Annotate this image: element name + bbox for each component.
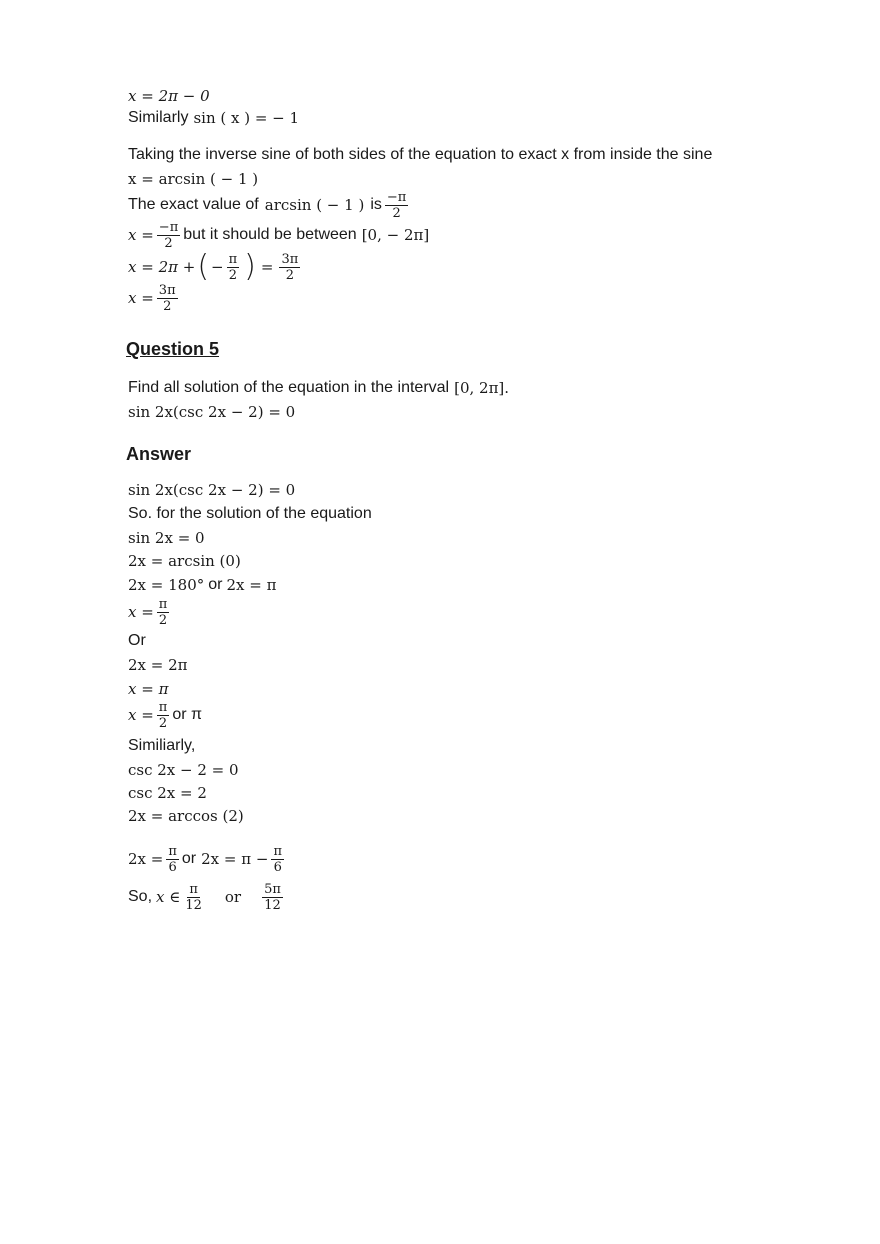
fraction (157, 220, 180, 251)
equation-line (128, 840, 287, 878)
math: [0, − 2π] (361, 226, 430, 244)
math: csc 2x = 2 (128, 784, 207, 802)
math: 2x = arcsin (0) (128, 552, 241, 570)
text: The exact value of (128, 196, 259, 213)
text: or (208, 576, 223, 593)
text: So, (128, 888, 153, 905)
math: 2x = π − (201, 850, 269, 868)
numerator: π (168, 843, 177, 859)
question-prompt (128, 378, 509, 398)
math: = (260, 258, 274, 276)
math: arcsin ( − 1 ) (264, 196, 365, 214)
question-heading: Question 5 (126, 339, 220, 359)
math: [0, 2π]. (454, 379, 510, 397)
paragraph-line (128, 504, 372, 524)
equation-line (128, 217, 429, 253)
math: x = (128, 289, 154, 307)
equation-line (128, 528, 205, 548)
equation-line (128, 806, 244, 826)
equation-line (128, 655, 188, 675)
fraction (157, 597, 170, 628)
denominator: 12 (185, 897, 202, 913)
numerator: π (228, 251, 238, 267)
math: − (211, 258, 224, 276)
math: x = (128, 706, 154, 724)
equation-line (128, 575, 276, 595)
text: but it should be between (183, 226, 357, 243)
math: x = π (128, 680, 169, 698)
denominator: 6 (168, 859, 177, 875)
fraction (227, 252, 240, 283)
math: x = 2π − 0 (128, 87, 210, 105)
denominator: 2 (228, 267, 238, 283)
fraction (271, 844, 284, 875)
math: 2x = π (226, 576, 277, 594)
math: sin 2x(csc 2x − 2) = 0 (128, 403, 296, 421)
numerator: −π (158, 219, 179, 235)
equation-line (128, 108, 299, 128)
equation-line (128, 697, 202, 733)
fraction (279, 252, 300, 283)
math: sin 2x = 0 (128, 529, 205, 547)
paragraph-line (128, 736, 195, 756)
equation-line (128, 551, 241, 571)
paragraph-line (128, 145, 712, 165)
denominator: 2 (158, 715, 168, 731)
numerator: π (189, 881, 198, 897)
math: x = 2π + (128, 258, 196, 276)
math: 2x = 2π (128, 656, 188, 674)
denominator: 2 (163, 298, 172, 314)
text: Similiarly, (128, 737, 196, 754)
numerator: π (158, 699, 168, 715)
math: x = (128, 226, 154, 244)
numerator: −π (386, 189, 407, 205)
fraction (385, 190, 408, 221)
fraction (157, 283, 178, 314)
denominator: 12 (264, 897, 281, 913)
numerator: π (273, 843, 282, 859)
math: sin ( x ) = − 1 (193, 109, 300, 127)
math: csc 2x − 2 = 0 (128, 761, 239, 779)
math: 2x = 180° (128, 576, 205, 594)
equation-line (128, 280, 181, 316)
text: Taking the inverse sine of both sides of the equation to exact x from inside the sine (128, 146, 713, 163)
math: sin 2x(csc 2x − 2) = 0 (128, 481, 296, 499)
paren-close: ) (244, 249, 256, 284)
fraction (262, 882, 283, 913)
numerator: 3π (158, 282, 176, 298)
text: or (181, 850, 197, 867)
fraction (157, 700, 170, 731)
denominator: 2 (285, 267, 294, 283)
math: x = (128, 603, 154, 621)
equation-line (128, 783, 207, 803)
question-equation (128, 402, 295, 422)
equation-line (128, 877, 286, 917)
equation-line (128, 679, 168, 699)
denominator: 2 (392, 205, 401, 221)
numerator: 3π (281, 251, 299, 267)
math: 2x = arccos (2) (128, 807, 244, 825)
equation-line (128, 594, 172, 630)
denominator: 2 (164, 235, 173, 251)
math: 2x = (128, 850, 164, 868)
text: is (370, 196, 382, 213)
denominator: 6 (273, 859, 282, 875)
paragraph-line (128, 631, 146, 651)
fraction (166, 844, 179, 875)
answer-heading: Answer (126, 444, 192, 464)
math: x ∈ (156, 888, 181, 906)
fraction (183, 882, 204, 913)
numerator: π (158, 596, 168, 612)
math: or (224, 888, 242, 906)
paren-open: ( (197, 249, 210, 284)
math: x = arcsin ( − 1 ) (128, 170, 259, 188)
numerator: 5π (264, 881, 281, 897)
equation-line (128, 480, 295, 500)
equation-line (128, 86, 210, 106)
text: or π (172, 706, 203, 723)
text: Similarly (128, 109, 189, 126)
equation-line (128, 760, 239, 780)
text: Find all solution of the equation in the interval (128, 379, 450, 396)
equation-line (128, 169, 258, 189)
denominator: 2 (158, 612, 168, 628)
text: Or (128, 632, 146, 649)
text: So. for the solution of the equation (128, 505, 372, 522)
